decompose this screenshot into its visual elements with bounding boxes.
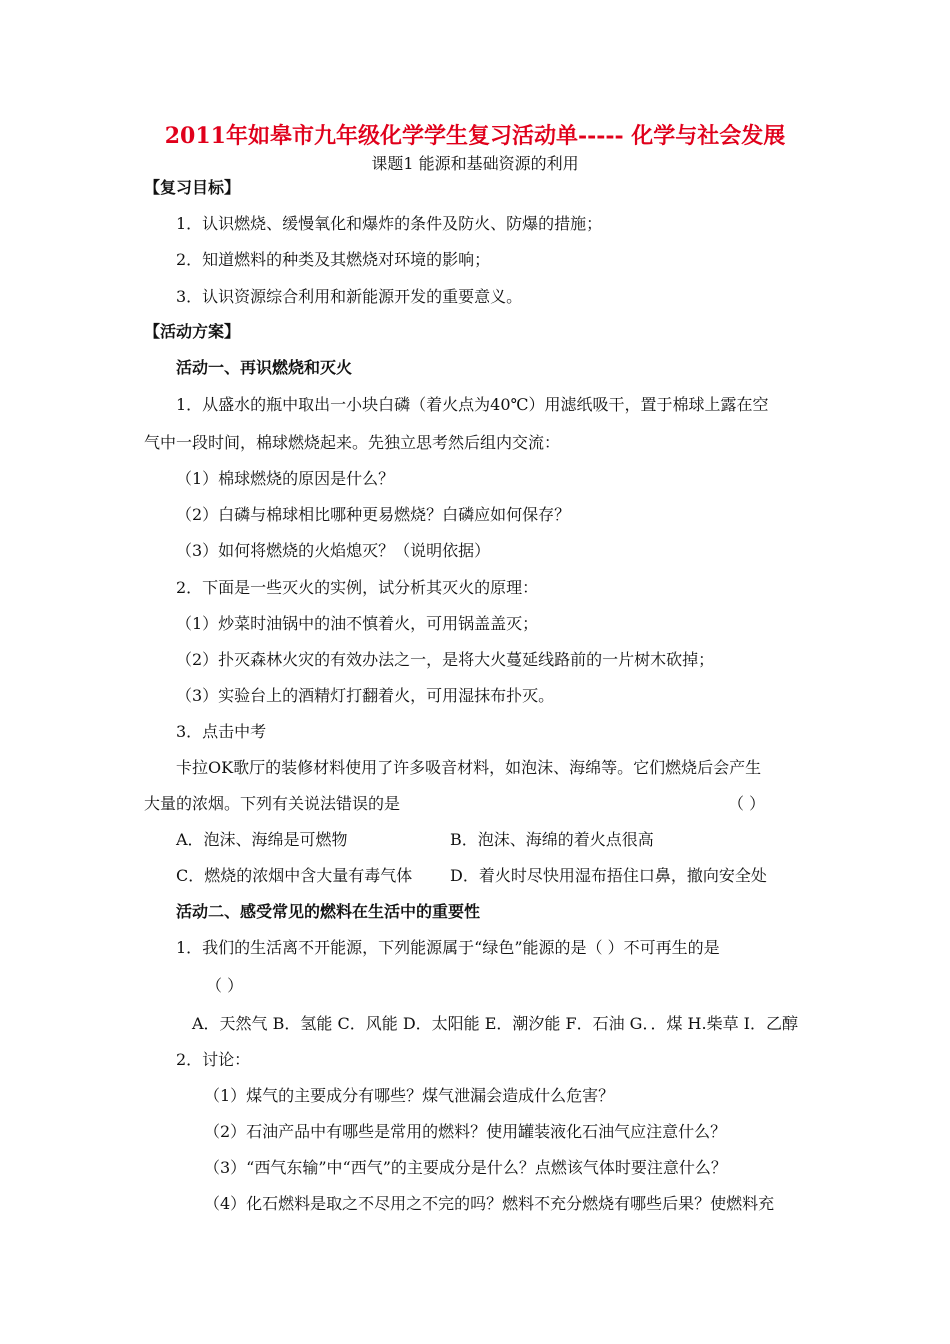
sub-question: （2）白磷与棉球相比哪种更易燃烧？白磷应如何保存？: [176, 505, 571, 524]
section-heading-plan: 【活动方案】: [144, 322, 241, 341]
question-text: 卡拉OK歌厅的装修材料使用了许多吸音材料，如泡沫、海绵等。它们燃烧后会产生: [176, 758, 762, 777]
option-b: B．泡沫、海绵的着火点很高: [450, 830, 654, 849]
question-text: 气中一段时间，棉球燃烧起来。先独立思考然后组内交流：: [144, 433, 561, 452]
option-c: C．燃烧的浓烟中含大量有毒气体: [176, 866, 413, 885]
answer-blank: （ ）: [206, 976, 244, 995]
page-title: 2011年如皋市九年级化学学生复习活动单----- 化学与社会发展: [164, 123, 786, 149]
page-subtitle: 课题1 能源和基础资源的利用: [371, 154, 579, 173]
question-text: 2．讨论：: [176, 1050, 251, 1069]
goal-item: 1．认识燃烧、缓慢氧化和爆炸的条件及防火、防爆的措施；: [176, 214, 603, 233]
goal-item: 3．认识资源综合利用和新能源开发的重要意义。: [176, 287, 523, 306]
question-text: 大量的浓烟。下列有关说法错误的是: [144, 794, 401, 813]
question-text: 3．点击中考: [176, 722, 267, 741]
sub-question: （1）炒菜时油锅中的油不慎着火，可用锅盖盖灭；: [176, 614, 539, 633]
activity-heading: 活动一、再识燃烧和灭火: [176, 358, 353, 377]
sub-question: （3）实验台上的酒精灯打翻着火，可用湿抹布扑灭。: [176, 686, 555, 705]
sub-question: （4）化石燃料是取之不尽用之不完的吗？燃料不充分燃烧有哪些后果？使燃料充: [204, 1194, 775, 1213]
goal-item: 2．知道燃料的种类及其燃烧对环境的影响；: [176, 250, 491, 269]
question-text: 2．下面是一些灭火的实例，试分析其灭火的原理：: [176, 578, 539, 597]
activity-heading: 活动二、感受常见的燃料在生活中的重要性: [176, 902, 481, 921]
option-d: D．着火时尽快用湿布捂住口鼻，撤向安全处: [450, 866, 767, 885]
sub-question: （2）扑灭森林火灾的有效办法之一，是将大火蔓延线路前的一片树木砍掉；: [176, 650, 715, 669]
question-text: 1．我们的生活离不开能源，下列能源属于“绿色”能源的是（ ）不可再生的是: [176, 938, 720, 957]
sub-question: （1）棉球燃烧的原因是什么？: [176, 469, 395, 488]
section-heading-goals: 【复习目标】: [144, 178, 241, 197]
sub-question: （1）煤气的主要成分有哪些？煤气泄漏会造成什么危害？: [204, 1086, 615, 1105]
question-text: 1．从盛水的瓶中取出一小块白磷（着火点为40℃）用滤纸吸干，置于棉球上露在空: [176, 395, 769, 414]
option-list: A．天然气 B．氢能 C．风能 D．太阳能 E．潮汐能 F．石油 G．．煤 H.柴草 I．乙醇: [192, 1014, 798, 1033]
option-a: A．泡沫、海绵是可燃物: [176, 830, 348, 849]
sub-question: （3）如何将燃烧的火焰熄灭？（说明依据）: [176, 541, 491, 560]
sub-question: （3）“西气东输”中“西气”的主要成分是什么？点燃该气体时要注意什么？: [204, 1158, 727, 1177]
sub-question: （2）石油产品中有哪些是常用的燃料？使用罐装液化石油气应注意什么？: [204, 1122, 727, 1141]
answer-blank: （ ）: [728, 794, 766, 813]
